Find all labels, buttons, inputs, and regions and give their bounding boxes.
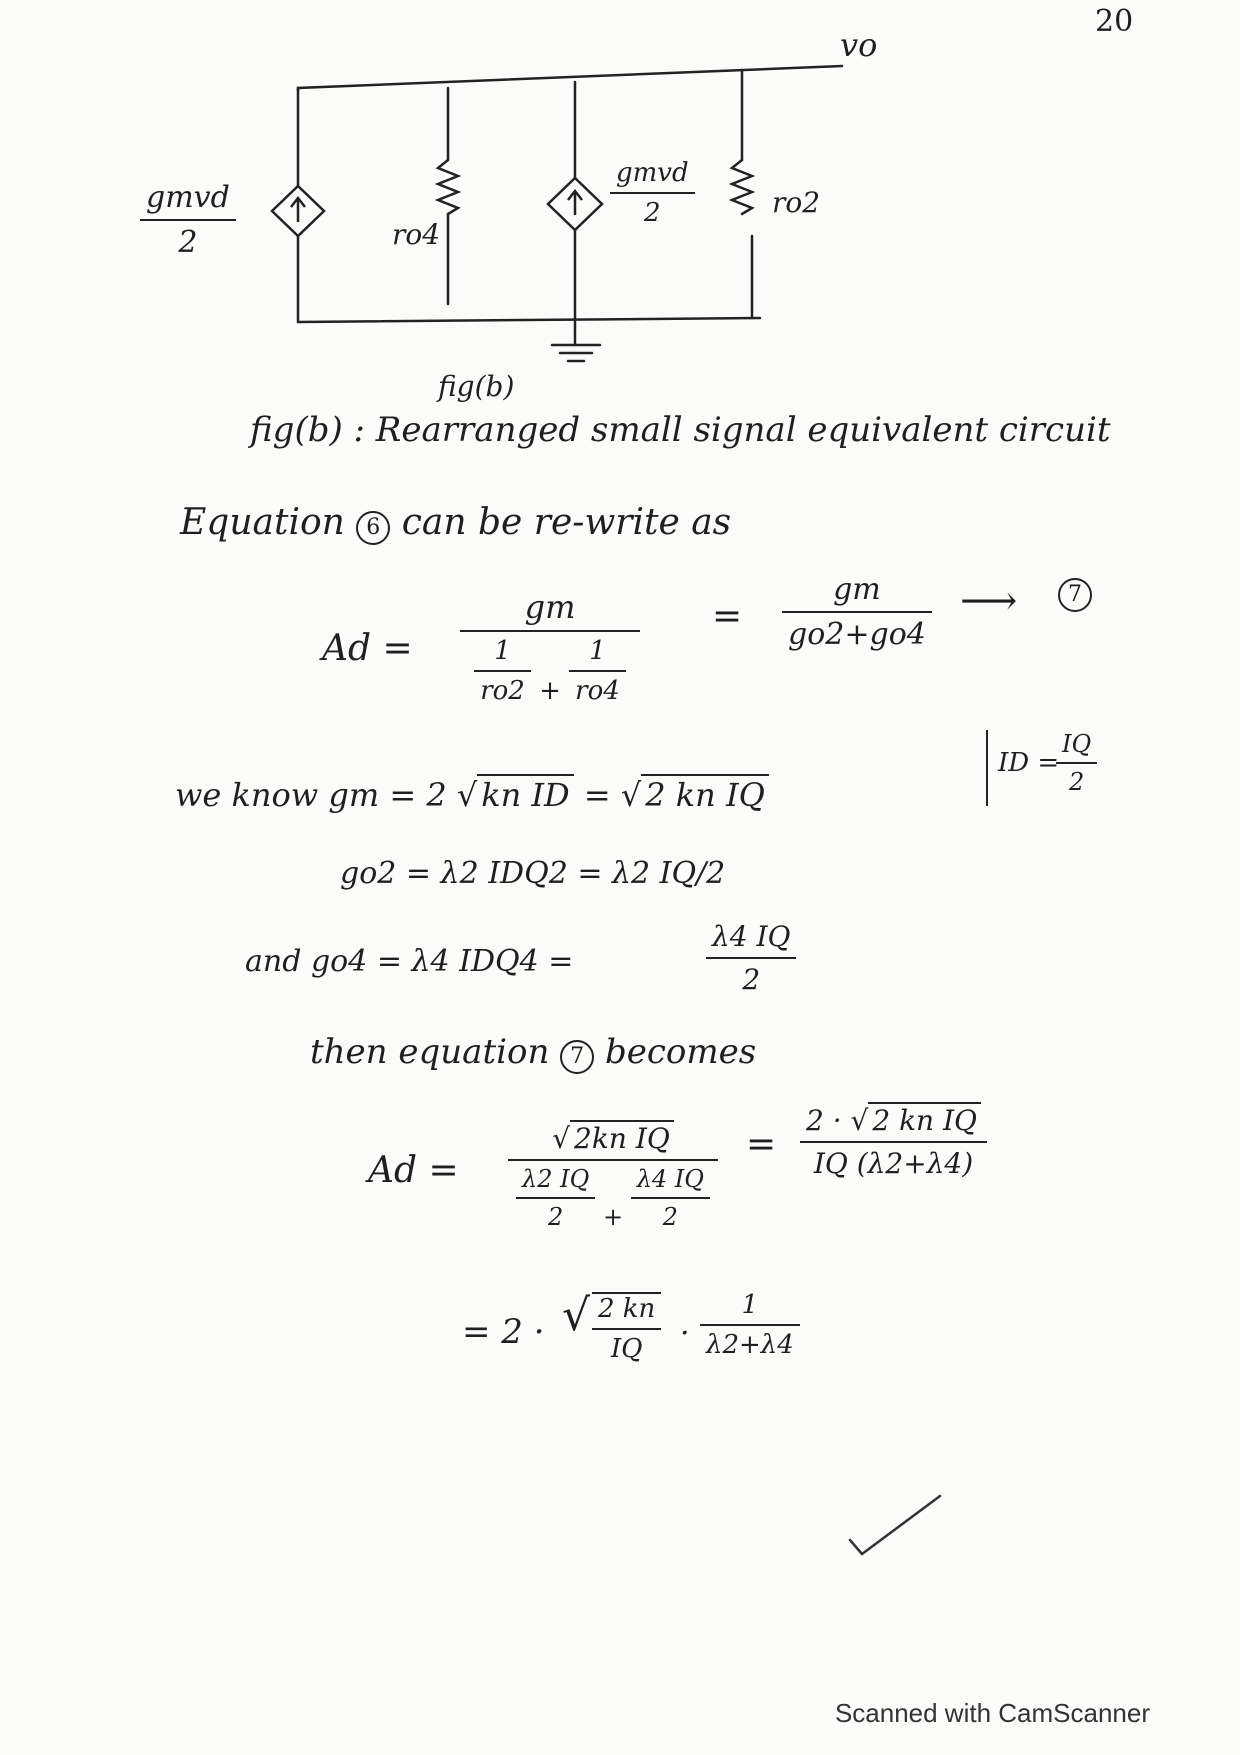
scanner-watermark: Scanned with CamScanner — [834, 1698, 1150, 1728]
equation-intro: Equation 6 can be re-write as — [180, 502, 732, 543]
go2-equation: go2 = λ2 IDQ2 = λ2 IQ/2 — [340, 856, 726, 891]
output-label: vo — [840, 26, 878, 64]
ad-fraction-right: 2 · √ 2 kn IQ IQ (λ2+λ4) — [800, 1102, 987, 1180]
equation-tag-7: 7 — [1058, 578, 1092, 612]
figure-caption: fig(b) : Rearranged small signal equivalent circuit — [250, 410, 1111, 450]
figure-label: fig(b) — [438, 370, 515, 403]
scanned-page: 20 vo gmvd 2 gmvd 2 ro4 ro2 fig(b) fig(b) : Rearranged small signal equivalent circuit Equation 6 can be re-write as Ad = gm $\frac{1}{ro2}$ + $\frac{1}{ro4}$ = gm go2+go4 ⟶ 7 we know gm = 2 √ kn ID = √ 2 kn IQ ID = IQ 2 go2 = λ2 IDQ2 = λ2 IQ/2 and go4 = λ4 IDQ4 = λ4 IQ 2 then equation 7 becomes Ad = √ 2kn IQ $\frac{\lambda 2 IQ}{2}$ + $\frac{\lambda 4 IQ}{2}$ = 2 · √ 2 kn IQ IQ (λ2+λ4) = 2 · √ 2 kn IQ · 1 λ2+λ4 Scanned with CamScanner — [0, 0, 1240, 1755]
dependent-source-left — [272, 186, 324, 236]
top-wire — [298, 66, 842, 90]
dependent-source-middle — [548, 178, 602, 230]
page-number: 20 — [1095, 4, 1134, 39]
resistor-ro4 — [438, 160, 458, 214]
bottom-wire — [298, 318, 760, 322]
eq7-fraction-right: gm go2+go4 — [782, 572, 932, 652]
equation-ref-6: 6 — [356, 511, 390, 545]
left-source-label: gmvd 2 — [140, 180, 236, 260]
ro2-label: ro2 — [772, 186, 821, 219]
eq7-fraction-left: gm $\frac{1}{ro2}$ + $\frac{1}{ro4}$ — [460, 588, 640, 706]
equation-then: then equation 7 becomes — [310, 1032, 757, 1072]
id-side-note — [986, 730, 988, 806]
resistor-ro2 — [732, 160, 752, 214]
ad-fraction-left: √ 2kn IQ $\frac{\lambda 2 IQ}{2}$ + $\frac{\lambda 4 IQ}{2}$ — [508, 1120, 718, 1231]
equation-ref-7: 7 — [560, 1040, 594, 1074]
mid-source-label: gmvd 2 — [610, 158, 695, 228]
checkmark-icon — [840, 1480, 960, 1570]
ro4-label: ro4 — [392, 218, 441, 251]
